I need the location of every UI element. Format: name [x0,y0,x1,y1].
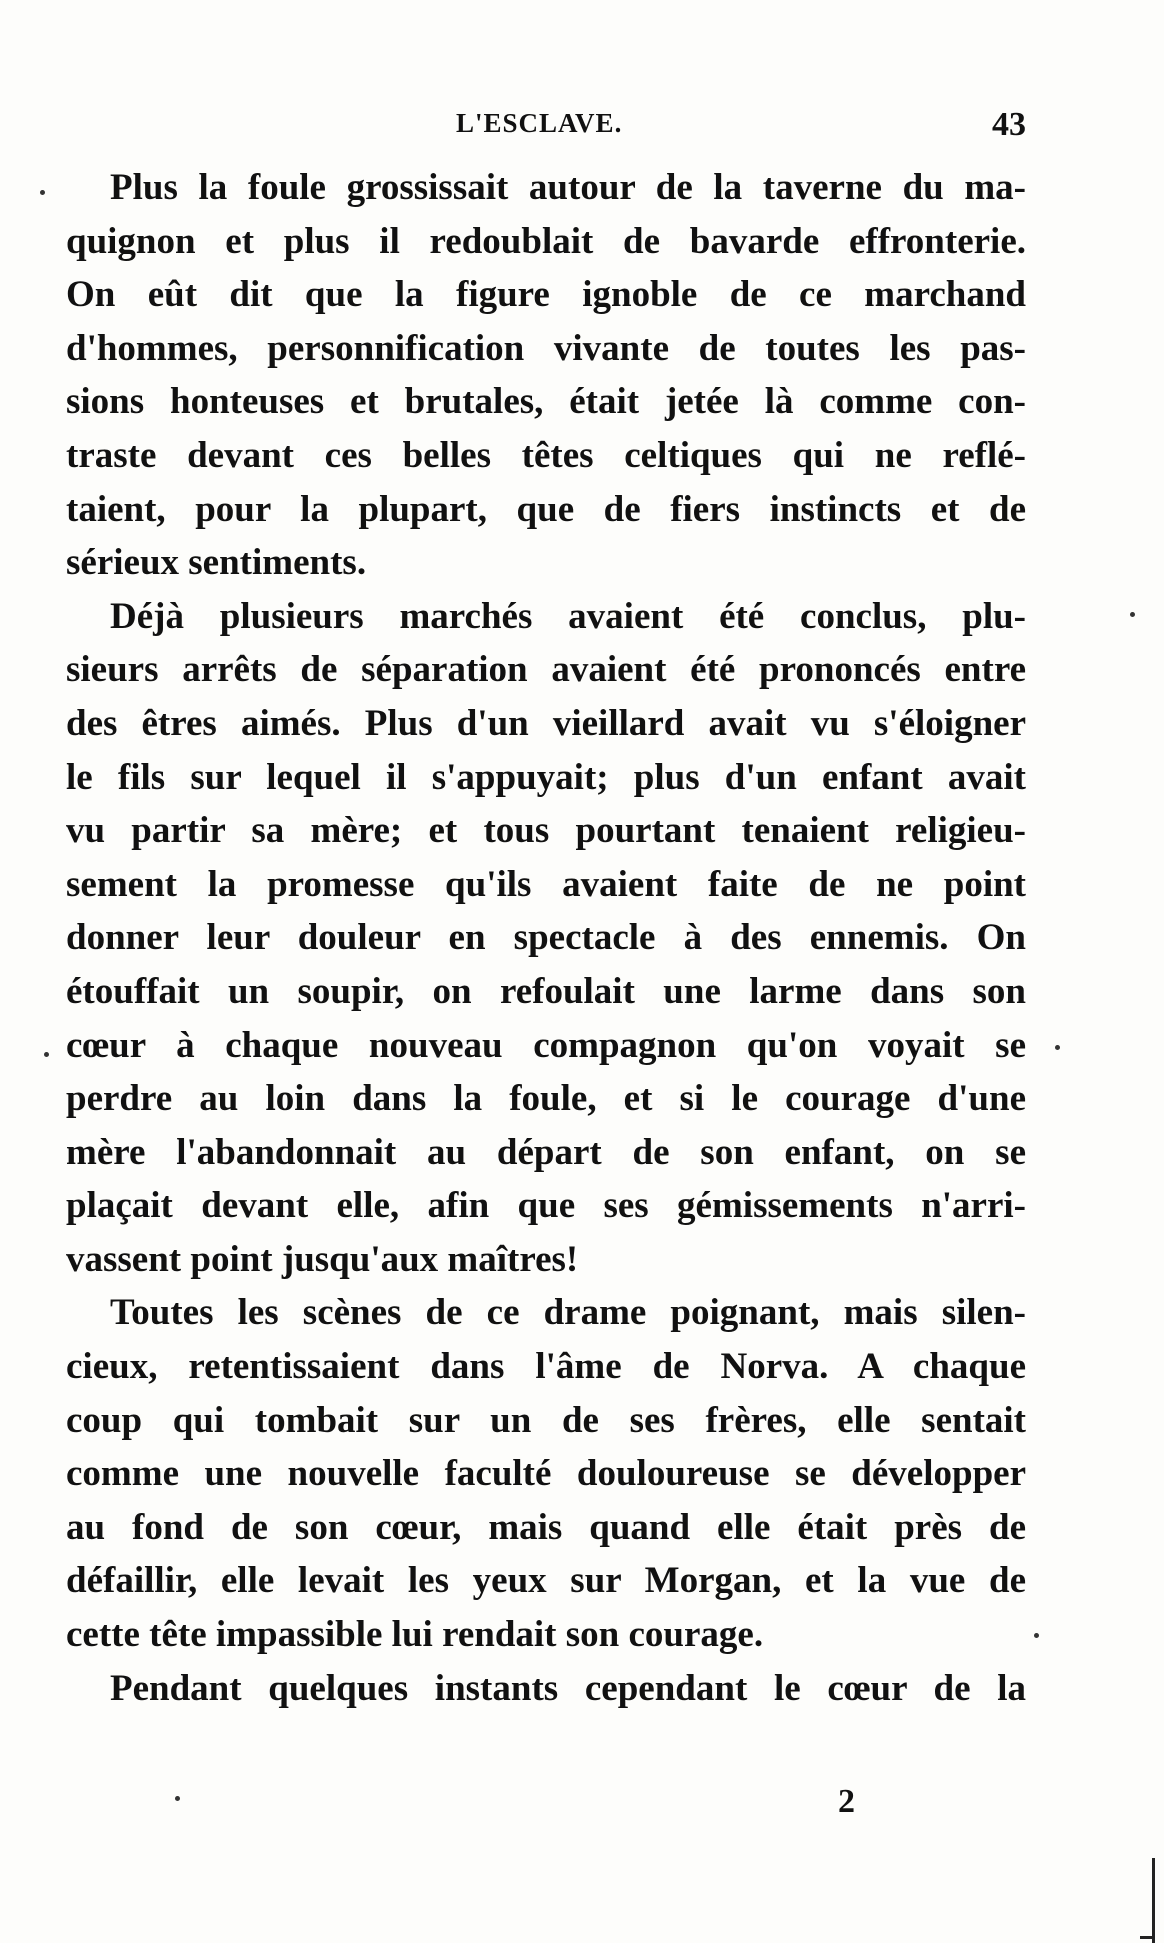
text-line: donner leur douleur en spectacle à des ennemis. On [66,917,1026,959]
text-line: mère l'abandonnait au départ de son enfant, on se [66,1131,1026,1173]
page-header [66,108,1026,152]
edge-line-mark [1140,1936,1155,1939]
text-line: vassent point jusqu'aux maîtres! [66,1238,579,1280]
text-line: sérieux sentiments. [66,542,367,584]
text-line: coup qui tombait sur un de ses frères, elle sentait [66,1399,1026,1441]
page-number: 43 [992,106,1026,143]
text-line: taient, pour la plupart, que de fiers instincts et de [66,488,1026,530]
text-line: sieurs arrêts de séparation avaient été prononcés entre [66,649,1026,691]
text-line: des êtres aimés. Plus d'un vieillard avait vu s'éloigner [66,702,1026,744]
text-line: le fils sur lequel il s'appuyait; plus d'un enfant avait [66,756,1026,798]
text-line: Toutes les scènes de ce drame poignant, mais silen- [110,1292,1026,1334]
text-line: traste devant ces belles têtes celtiques qui ne reflé- [66,434,1026,476]
text-line: On eût dit que la figure ignoble de ce marchand [66,274,1026,316]
text-line: cieux, retentissaient dans l'âme de Norva. A chaque [66,1346,1026,1388]
text-line: défaillir, elle levait les yeux sur Morgan, et la vue de [66,1560,1026,1602]
speck-mark [175,1796,180,1801]
speck-mark [1034,1633,1039,1638]
text-line: Plus la foule grossissait autour de la taverne du ma- [110,167,1026,208]
text-line: cœur à chaque nouveau compagnon qu'on voyait se [66,1024,1026,1066]
text-line: au fond de son cœur, mais quand elle était près de [66,1506,1026,1548]
edge-line-mark [1152,1858,1155,1943]
running-title: L'ESCLAVE. [456,108,623,138]
text-line: Déjà plusieurs marchés avaient été conclus, plu- [110,595,1026,637]
text-line: étouffait un soupir, on refoulait une larme dans son [66,970,1026,1012]
text-line: comme une nouvelle faculté douloureuse se développer [66,1453,1026,1495]
speck-mark [44,1052,49,1057]
text-line: vu partir sa mère; et tous pourtant tenaient religieu- [66,810,1026,852]
body-text [66,161,1026,1715]
speck-mark [40,190,45,195]
text-line: quignon et plus il redoublait de bavarde effronterie. [66,220,1026,262]
speck-mark [1130,612,1135,617]
text-line: perdre au loin dans la foule, et si le courage d'une [66,1078,1026,1120]
text-line: cette tête impassible lui rendait son courage. [66,1614,764,1656]
text-line: sement la promesse qu'ils avaient faite de ne point [66,863,1026,905]
text-line: d'hommes, personnification vivante de toutes les pas- [66,327,1026,369]
text-line: Pendant quelques instants cependant le cœur de la [110,1667,1026,1709]
speck-mark [1055,1045,1060,1050]
text-line: plaçait devant elle, afin que ses gémissements n'arri- [66,1185,1026,1227]
signature-mark: 2 [838,1783,855,1820]
text-line: sions honteuses et brutales, était jetée là comme con- [66,381,1026,423]
